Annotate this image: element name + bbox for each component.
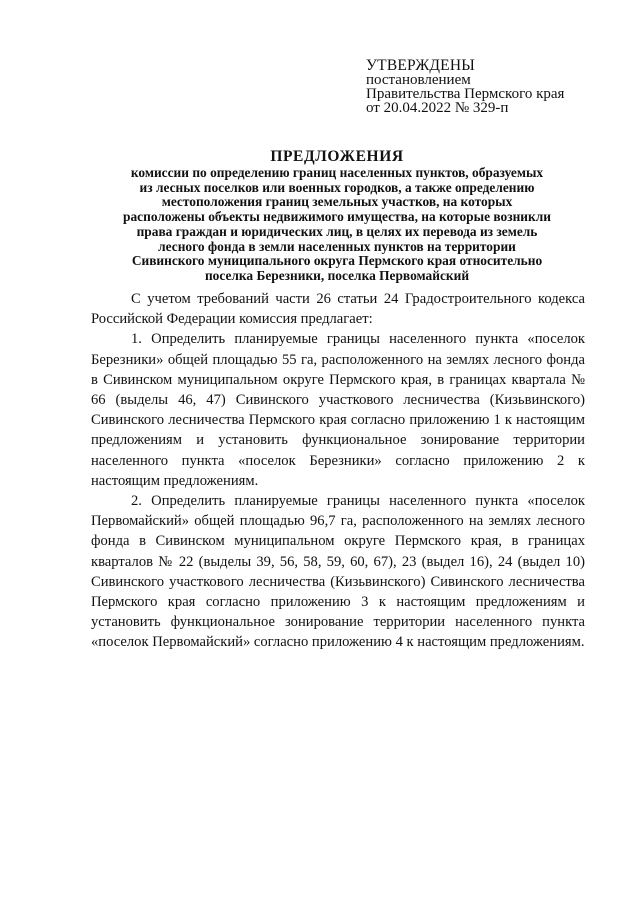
approval-line-3: от 20.04.2022 № 329-п [366,100,509,116]
subtitle-line: права граждан и юридических лиц, в целях их перевода из земель [136,223,538,239]
document-body [91,289,585,653]
subtitle-line: поселка Березники, поселка Первомайский [204,267,470,283]
subtitle-line: Сивинского муниципального округа Пермского края относительно [131,253,543,269]
intro-paragraph: С учетом требований части 26 статьи 24 Градостроительного кодекса Российской Федерации комиссия предлагает: [91,291,585,328]
subtitle-line: расположены объекты недвижимого имущества, на которые возникли [123,209,551,225]
subtitle-line: из лесных поселков или военных городков, а также определению [139,179,535,195]
approval-line-1: постановлением [366,72,471,88]
subtitle-line: комиссии по определению границ населенных пунктов, образуемых [130,165,544,180]
approval-stamp [366,59,606,115]
subtitle-line: лесного фонда в земли населенных пунктов на территории [158,238,516,254]
item-2-paragraph: 2. Определить планируемые границы населенного пункта «поселок Первомайский» общей площадью 96,7 га, расположенного на землях лесного фонда в Сивинском муниципальном округе Пермского края, в границах кварталов № 22 (выделы 39, 56, 58, 59, 60, 67), 23 (выдел 16), 24 (выдел 10) Сивинского участкового лесничества (Кизьвинского) Сивинского лесничества Пермского края согласно приложению 3 к настоящим предложениям и установить функциональное зонирование территории населенного пункта «поселок Первомайский» согласно приложению 4 к настоящим предложениям. [91,493,585,651]
approval-line-2: Правительства Пермского края [366,86,565,102]
item-1-paragraph: 1. Определить планируемые границы населенного пункта «поселок Березники» общей площадью 55 га, расположенного на землях лесного фонда в Сивинском муниципальном округе Пермского края, в границах квартала № 66 (выделы 46, 47) Сивинского участкового лесничества (Кизьвинского) Сивинского лесничества Пермского края согласно приложению 1 к настоящим предложениям и установить функциональное зонирование территории населенного пункта «поселок Березники» согласно приложению 2 к настоящим предложениям. [91,331,585,489]
document-title: ПРЕДЛОЖЕНИЯ [270,148,404,165]
approval-title: УТВЕРЖДЕНЫ [366,57,475,74]
subtitle-line: местоположения границ земельных участков, на которых [161,194,513,210]
document-subtitle [96,166,578,284]
